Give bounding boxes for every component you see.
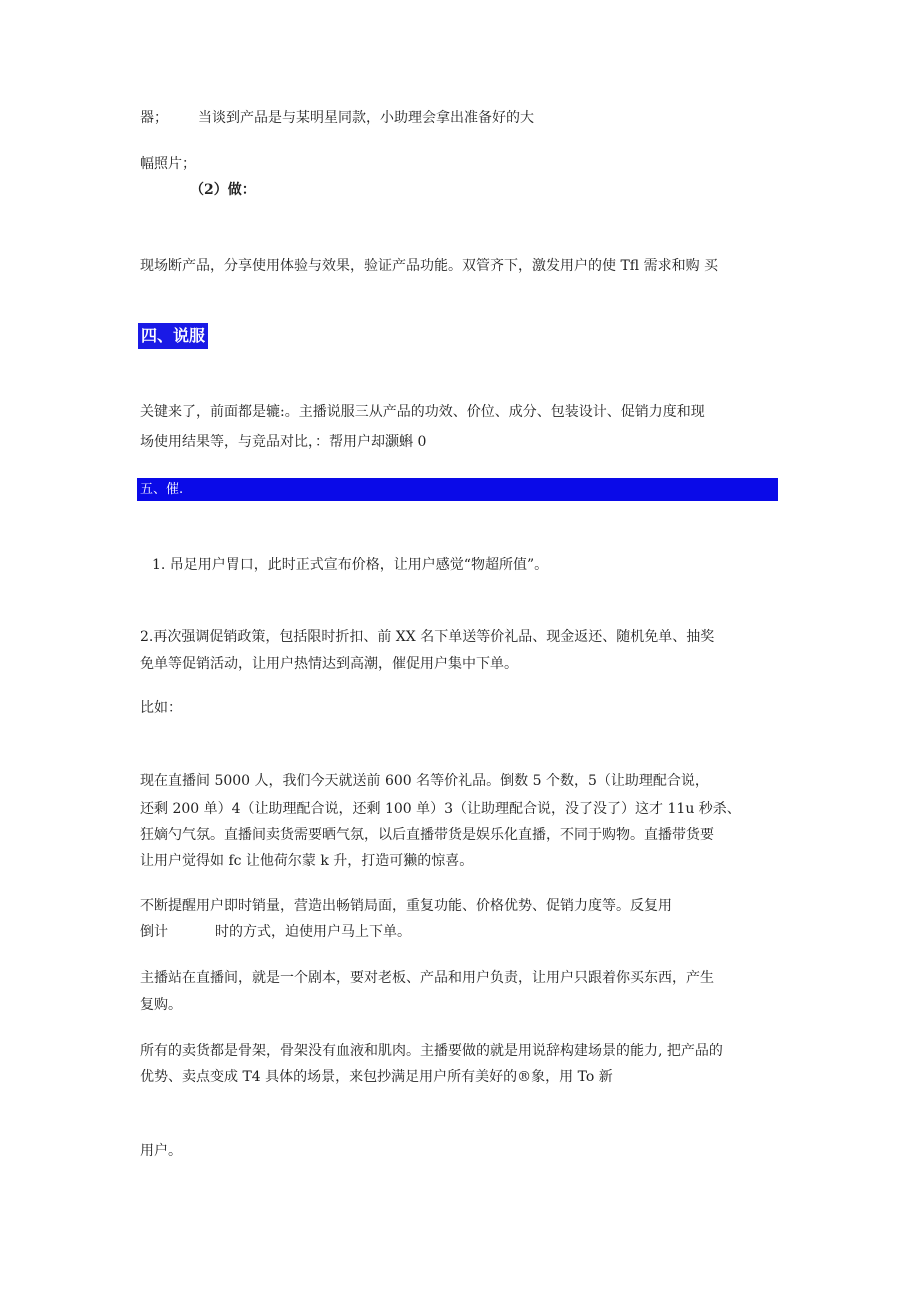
text-line: 器； — [140, 110, 168, 126]
text-line: 当谈到产品是与某明星同款，小助理会拿出准备好的大 — [198, 110, 534, 126]
text-line: 还剩 200 单）4（让助理配合说，还剩 100 单）3（让助理配合说，没了没了）这才 11u 秒杀、 — [140, 801, 741, 817]
text-line: 现场断产品，分享使用体验与效果，验证产品功能。双管齐下，激发用户的使 Tfl 需求和购 买 — [140, 258, 719, 274]
section-heading-persuade: 四、说服 — [138, 323, 208, 349]
text-line: 免单等促销活动，让用户热情达到高潮，催促用户集中下单。 — [140, 656, 518, 672]
text-line: 时的方式，迫使用户马上下单。 — [215, 924, 411, 940]
text-line: 复购。 — [140, 997, 182, 1013]
list-item: 1. 吊足用户胃口，此时正式宣布价格，让用户感觉“物超所值”。 — [152, 557, 549, 573]
text-line: 关键来了，前面都是辘:。主播说服三从产品的功效、价位、成分、包装设计、促销力度和现 — [140, 404, 705, 420]
section-heading-urge: 五、催. — [137, 478, 778, 501]
text-line: 比如： — [140, 700, 182, 716]
text-line: 让用户觉得如 fc 让他荷尔蒙 k 升，打造可獭的惊喜。 — [140, 853, 474, 869]
text-line: 狂嫡勺气氛。直播间卖货需要晒气氛，以后直播带货是娱乐化直播，不同于购物。直播带货要 — [140, 827, 714, 843]
subsection-heading: （2）做： — [190, 182, 256, 198]
text-line: 优势、卖点变成 T4 具体的场景，来包抄满足用户所有美好的®象，用 To 新 — [140, 1069, 613, 1085]
text-line: 场使用结果等，与竞品对比，：帮用户却灏蝌 0 — [140, 434, 427, 450]
text-line: 主播站在直播间，就是一个剧本，要对老板、产品和用户负责，让用户只跟着你买东西，产生 — [140, 970, 714, 986]
text-line: 幅照片； — [140, 156, 196, 172]
list-item: 2.再次强调促销政策，包括限时折扣、前 XX 名下单送等价礼品、现金返还、随机免单、抽奖 — [140, 629, 715, 645]
text-line: 现在直播间 5000 人，我们今天就送前 600 名等价礼品。倒数 5 个数，5（让助理配合说， — [140, 773, 709, 789]
text-line: 所有的卖货都是骨架，骨架没有血液和肌肉。主播要做的就是用说辞构建场景的能力, 把产品的 — [140, 1043, 723, 1059]
text-line: 倒计 — [140, 924, 168, 940]
text-line: 不断提醒用户即时销量，营造出畅销局面，重复功能、价格优势、促销力度等。反复用 — [140, 898, 672, 914]
text-line: 用户。 — [140, 1143, 182, 1159]
